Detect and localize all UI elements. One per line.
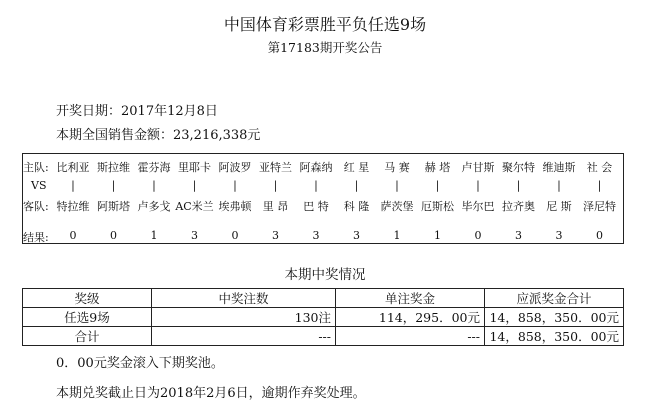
away-team: 埃弗顿 xyxy=(218,200,252,213)
away-team: 毕尔巴 xyxy=(461,200,495,213)
separator-mark: | xyxy=(395,179,399,192)
count-cell: 130注 xyxy=(152,308,336,327)
separator-mark: | xyxy=(354,179,359,192)
deadline-note: 本期兑奖截止日为2018年2月6日，逾期作弃奖处理。 xyxy=(56,386,366,401)
separator-mark: | xyxy=(233,179,237,192)
home-team: 赫 塔 xyxy=(424,161,451,174)
separator-mark: | xyxy=(597,179,602,192)
match-result: 0 xyxy=(110,229,117,242)
home-team: 红 星 xyxy=(343,161,370,174)
home-team: 维迪斯 xyxy=(542,161,576,174)
table-row xyxy=(23,327,624,346)
home-team: 比利亚 xyxy=(56,161,90,174)
home-team: 斯拉维 xyxy=(97,161,130,174)
match-result: 1 xyxy=(150,229,158,242)
separator-mark: | xyxy=(111,179,116,192)
match-result: 3 xyxy=(272,229,279,242)
away-team: 泽尼特 xyxy=(583,200,616,213)
result-label: 结果: xyxy=(23,231,49,244)
match-result: 3 xyxy=(353,229,360,242)
match-result: 3 xyxy=(515,229,522,242)
separator-mark: | xyxy=(192,179,197,192)
separator-mark: | xyxy=(71,179,75,192)
away-team: 巴 特 xyxy=(303,200,329,213)
count-cell: --- xyxy=(152,327,336,346)
header-total: 应派奖金合计 xyxy=(485,289,624,308)
rollover-note: 0．00元奖金滚入下期奖池。 xyxy=(56,356,224,371)
header-unit-prize: 单注奖金 xyxy=(336,289,485,308)
prize-header-row xyxy=(23,289,624,308)
vs-label: VS xyxy=(31,179,47,192)
page-subtitle: 第17183期开奖公告 xyxy=(267,40,383,55)
separator-mark: | xyxy=(557,179,561,192)
total-cell: 14，858，350．00元 xyxy=(485,327,624,346)
home-team: 里耶卡 xyxy=(178,161,211,174)
separator-mark: | xyxy=(516,179,521,192)
separator-mark: | xyxy=(476,179,480,192)
away-team: 阿斯塔 xyxy=(97,200,130,213)
match-result: 1 xyxy=(393,229,401,242)
match-result: 3 xyxy=(191,229,198,242)
draw-date: 开奖日期：2017年12月8日 xyxy=(56,104,218,119)
away-label: 客队: xyxy=(23,200,49,213)
away-team: 厄斯松 xyxy=(421,200,454,213)
home-team: 卢甘斯 xyxy=(461,161,495,174)
match-result: 0 xyxy=(596,229,603,242)
unit-prize-cell: --- xyxy=(336,327,485,346)
header-level: 奖级 xyxy=(23,289,152,308)
home-team: 马 赛 xyxy=(384,161,410,174)
home-team: 社 会 xyxy=(586,161,613,174)
match-result: 0 xyxy=(231,229,239,242)
match-table xyxy=(22,153,624,244)
home-team: 阿森纳 xyxy=(299,161,333,174)
match-result: 3 xyxy=(555,229,563,242)
home-team: 阿波罗 xyxy=(218,161,252,174)
away-team: 尼 斯 xyxy=(546,200,572,213)
sales-amount: 本期全国销售金额：23,216,338元 xyxy=(56,128,261,143)
total-cell: 14，858，350．00元 xyxy=(485,308,624,327)
home-team: 聚尔特 xyxy=(502,161,535,174)
level-cell: 合计 xyxy=(23,327,152,346)
prize-section-title: 本期中奖情况 xyxy=(284,267,366,283)
separator-mark: | xyxy=(435,179,440,192)
match-result: 0 xyxy=(474,229,482,242)
match-result: 0 xyxy=(69,229,77,242)
match-result: 1 xyxy=(434,229,441,242)
away-team: 特拉维 xyxy=(56,200,90,213)
unit-prize-cell: 114，295．00元 xyxy=(336,308,485,327)
away-team: 科 隆 xyxy=(343,200,370,213)
home-team: 霍芬海 xyxy=(137,161,171,174)
away-team: 萨茨堡 xyxy=(380,200,414,213)
away-team: 里 昂 xyxy=(262,200,289,213)
away-team: 拉齐奥 xyxy=(502,200,535,213)
level-cell: 任选9场 xyxy=(23,308,152,327)
match-result: 3 xyxy=(312,229,320,242)
home-team: 亚特兰 xyxy=(259,161,292,174)
separator-mark: | xyxy=(314,179,318,192)
page-title: 中国体育彩票胜平负任选9场 xyxy=(223,15,427,34)
prize-table xyxy=(22,288,624,346)
away-team: AC米兰 xyxy=(175,200,214,213)
home-label: 主队: xyxy=(23,161,49,174)
separator-mark: | xyxy=(273,179,278,192)
header-count: 中奖注数 xyxy=(152,289,336,308)
table-row xyxy=(23,308,624,327)
separator-mark: | xyxy=(152,179,156,192)
away-team: 卢多戈 xyxy=(137,200,171,213)
